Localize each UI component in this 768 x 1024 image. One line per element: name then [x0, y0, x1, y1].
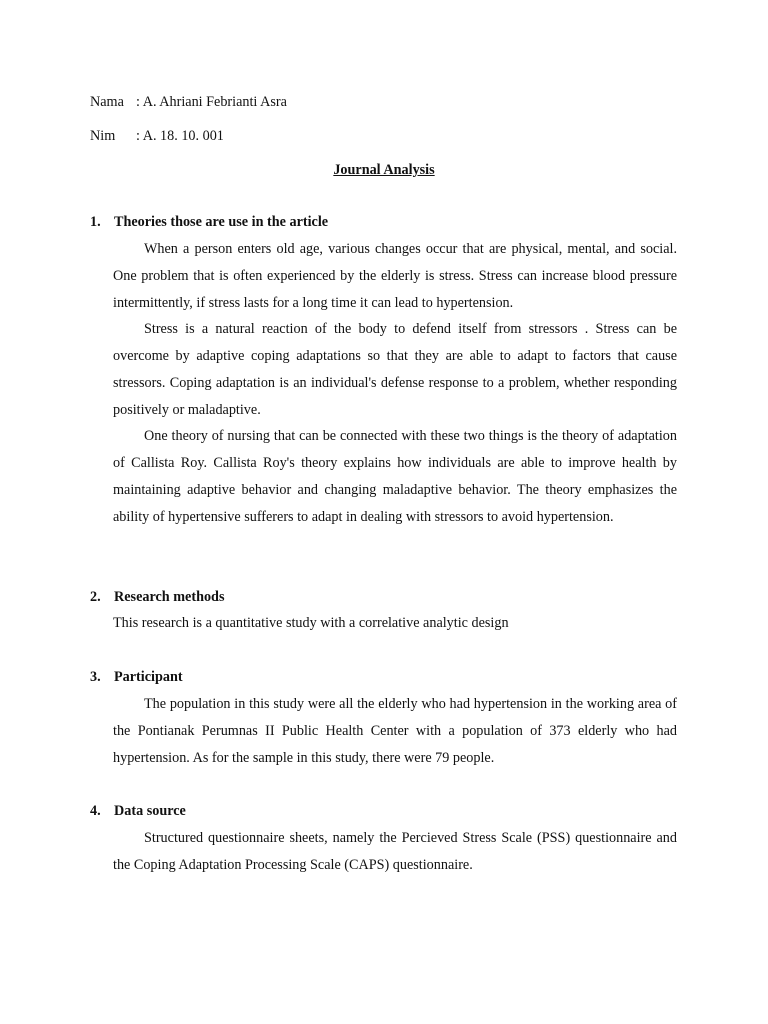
name-line: [90, 92, 287, 112]
section-1-paragraph-3: One theory of nursing that can be connected with these two things is the theory of adaptation of Callista Roy. Callista Roy's theory explains how individuals are able to improve health by maintaining adaptive behavior and changing maladaptive behavior. The theory emphasizes the ability of hypertensive sufferers to adapt in dealing with stressors to avoid hypertension.: [113, 428, 677, 525]
nim-line: [90, 126, 224, 146]
nim-value: : A. 18. 10. 001: [136, 128, 224, 144]
section-1-number: 1.: [90, 214, 101, 230]
nim-label: Nim: [90, 128, 116, 144]
section-4-number: 4.: [90, 803, 101, 819]
section-1-paragraph-1: When a person enters old age, various changes occur that are physical, mental, and social. One problem that is often experienced by the elderly is stress. Stress can increase blood pressure intermittently, if stress lasts for a long time it can lead to hypertension.: [113, 241, 677, 311]
section-3-title: Participant: [114, 669, 183, 685]
name-label: Nama: [90, 94, 124, 110]
section-2-number: 2.: [90, 589, 101, 605]
section-4-paragraph-1: Structured questionnaire sheets, namely the Percieved Stress Scale (PSS) questionnaire and the Coping Adaptation Processing Scale (CAPS) questionnaire.: [113, 830, 677, 873]
section-4-heading: [90, 801, 186, 821]
section-1-paragraph-2: Stress is a natural reaction of the body to defend itself from stressors . Stress can be overcome by adaptive coping adaptations so that they are able to adapt to factors that cause stressors. Coping adaptation is an individual's defense response to a problem, whether responding positively or maladaptive.: [113, 321, 677, 418]
document-title: Journal Analysis: [333, 162, 435, 178]
section-1-title: Theories those are use in the article: [114, 214, 329, 230]
section-3-number: 3.: [90, 669, 101, 685]
section-4-title: Data source: [114, 803, 186, 819]
section-3-paragraph-1: The population in this study were all the elderly who had hypertension in the working area of the Pontianak Perumnas II Public Health Center with a population of 373 elderly who had hypertension. As for the sample in this study, there were 79 people.: [113, 696, 677, 766]
section-1-heading: [90, 212, 328, 232]
section-3-heading: [90, 667, 183, 687]
name-value: : A. Ahriani Febrianti Asra: [136, 94, 287, 110]
section-2-paragraph-1: This research is a quantitative study with a correlative analytic design: [113, 615, 509, 631]
section-2-title: Research methods: [114, 589, 225, 605]
section-2-heading: [90, 587, 224, 607]
